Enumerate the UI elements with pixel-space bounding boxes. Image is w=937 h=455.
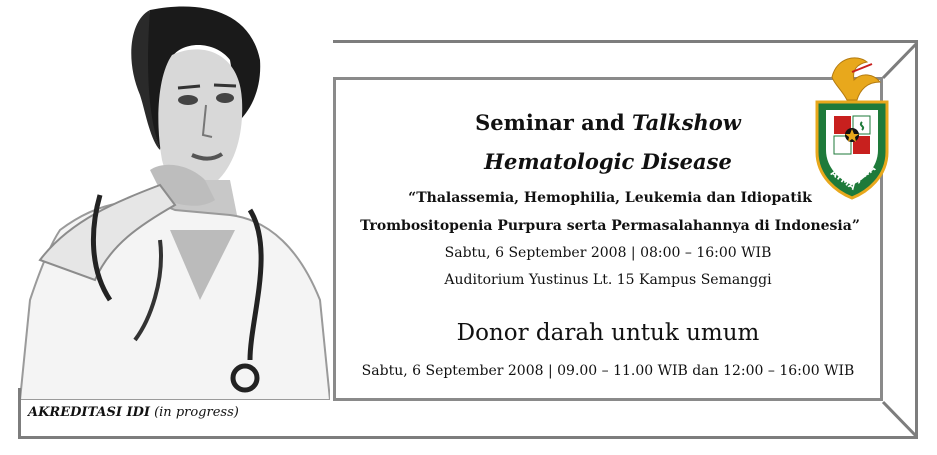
title-prefix: Seminar and [475,110,632,135]
frame-bottom-line [18,436,918,439]
topic-line-1: “Thalassemia, Hemophilia, Leukemia dan Idiopatik [408,190,812,206]
event-date-time: Sabtu, 6 September 2008 | 08:00 – 16:00 WIB [444,245,772,261]
title-italic: Talkshow [631,110,741,135]
seminar-title [333,110,883,135]
atma-jaya-logo [812,52,892,202]
seminar-subtitle: Hematologic Disease [484,149,732,174]
doctor-illustration [0,0,330,400]
logo-text-right: JAYA [853,163,878,185]
frame-left-line [18,388,21,438]
donor-schedule: Sabtu, 6 September 2008 | 09.00 – 11.00 WIB dan 12:00 – 16:00 WIB [361,363,855,379]
logo-text-left: ATMA [828,168,858,193]
accreditation-status: (in progress) [154,405,239,420]
donor-heading: Donor darah untuk umum [456,320,760,346]
accreditation-label: AKREDITASI IDI [28,405,150,420]
topic-line-2: Trombositopenia Purpura serta Permasalahannya di Indonesia” [360,218,860,234]
frame-top-line [333,40,918,43]
event-venue: Auditorium Yustinus Lt. 15 Kampus Semanggi [444,272,772,288]
accreditation-note [28,405,239,420]
